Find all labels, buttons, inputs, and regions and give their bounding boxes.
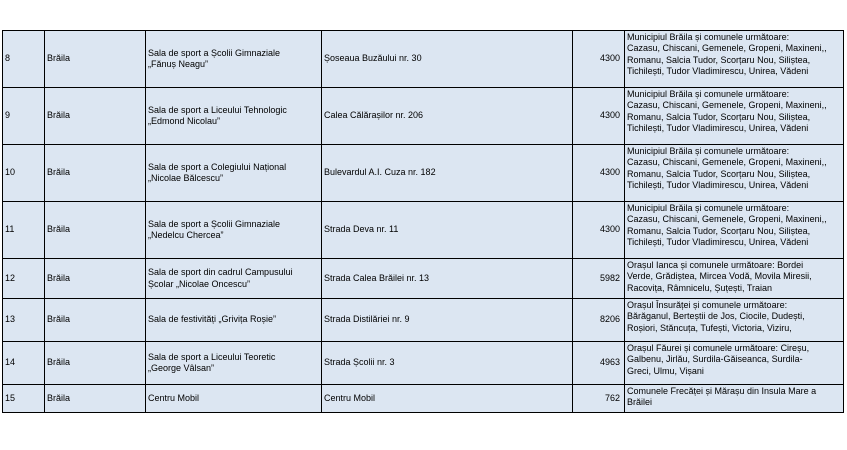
cell-comune	[625, 88, 844, 145]
cell-line: Cazasu, Chiscani, Gemenele, Gropeni, Maxineni,,	[627, 214, 827, 225]
cell-sala	[146, 299, 322, 342]
table-row	[3, 299, 844, 342]
table-row	[3, 202, 844, 259]
cell-line: Centru Mobil	[148, 392, 200, 403]
cell-comune	[625, 385, 844, 413]
cell-line: Romanu, Salcia Tudor, Scorțaru Nou, Siliștea,	[627, 111, 811, 122]
cell-adresa: Șoseaua Buzăului nr. 30	[322, 31, 573, 88]
cell-comune	[625, 259, 844, 299]
cell-cod: 4300	[573, 31, 625, 88]
cell-sala	[146, 385, 322, 413]
cell-judet: Brăila	[45, 342, 146, 385]
cell-adresa: Strada Deva nr. 11	[322, 202, 573, 259]
cell-judet: Brăila	[45, 259, 146, 299]
cell-adresa: Strada Distilăriei nr. 9	[322, 299, 573, 342]
cell-line: Orașul Însurăței și comunele următoare:	[627, 300, 788, 310]
cell-line: Sala de sport a Școlii Gimnaziale	[148, 218, 281, 229]
cell-line: Cazasu, Chiscani, Gemenele, Gropeni, Maxineni,,	[627, 43, 827, 54]
cell-line: Municipiul Brăila și comunele următoare:	[627, 203, 790, 213]
cell-line: Orașul Ianca și comunele următoare: Bordei	[627, 260, 804, 270]
table-row	[3, 31, 844, 88]
cell-line: Tichilești, Tudor Vladimirescu, Unirea, Vădeni	[627, 65, 809, 76]
cell-line: Racovița, Râmnicelu, Șuțești, Traian	[627, 282, 773, 293]
cell-line: Brăilei	[627, 397, 653, 408]
table-row	[3, 385, 844, 413]
cell-cod: 8206	[573, 299, 625, 342]
cell-sala	[146, 145, 322, 202]
cell-line: Orașul Făurei și comunele următoare: Cireșu,	[627, 343, 810, 353]
cell-sala	[146, 259, 322, 299]
cell-line: Cazasu, Chiscani, Gemenele, Gropeni, Maxineni,,	[627, 100, 827, 111]
cell-line: Municipiul Brăila și comunele următoare:	[627, 89, 790, 99]
cell-nr: 11	[3, 202, 45, 259]
cell-judet: Brăila	[45, 31, 146, 88]
cell-line: Comunele Frecăței și Mărașu din Insula Mare a	[627, 386, 817, 396]
cell-nr: 10	[3, 145, 45, 202]
cell-line: „Nicolae Bălcescu”	[148, 173, 224, 183]
cell-judet: Brăila	[45, 385, 146, 413]
cell-line: Romanu, Salcia Tudor, Scorțaru Nou, Siliștea,	[627, 225, 811, 236]
cell-line: Municipiul Brăila și comunele următoare:	[627, 146, 790, 156]
cell-cod: 4300	[573, 202, 625, 259]
cell-judet: Brăila	[45, 299, 146, 342]
cell-judet: Brăila	[45, 145, 146, 202]
cell-adresa: Centru Mobil	[322, 385, 573, 413]
cell-adresa: Strada Calea Brăilei nr. 13	[322, 259, 573, 299]
cell-line: Romanu, Salcia Tudor, Scorțaru Nou, Siliștea,	[627, 54, 811, 65]
cell-line: Sala de sport a Școlii Gimnaziale	[148, 47, 281, 58]
table-row	[3, 145, 844, 202]
cell-comune	[625, 145, 844, 202]
cell-nr: 8	[3, 31, 45, 88]
cell-line: Romanu, Salcia Tudor, Scorțaru Nou, Siliștea,	[627, 168, 811, 179]
cell-cod: 762	[573, 385, 625, 413]
cell-comune	[625, 299, 844, 342]
cell-comune	[625, 202, 844, 259]
cell-adresa: Strada Școlii nr. 3	[322, 342, 573, 385]
table-row	[3, 88, 844, 145]
cell-judet: Brăila	[45, 202, 146, 259]
cell-comune	[625, 342, 844, 385]
polling-stations-table	[2, 30, 844, 413]
cell-line: „Nedelcu Chercea”	[148, 230, 224, 240]
cell-line: „George Vâlsan”	[148, 363, 215, 373]
cell-line: Tichilești, Tudor Vladimirescu, Unirea, Vădeni	[627, 236, 809, 247]
cell-nr: 15	[3, 385, 45, 413]
cell-cod: 4300	[573, 145, 625, 202]
cell-line: Școlar „Nicolae Oncescu”	[148, 278, 251, 289]
cell-line: Sala de sport a Liceului Tehnologic	[148, 104, 287, 115]
cell-line: Sala de sport din cadrul Campusului	[148, 267, 293, 278]
cell-line: Tichilești, Tudor Vladimirescu, Unirea, Vădeni	[627, 179, 809, 190]
cell-line: Bărăganul, Berteștii de Jos, Ciocile, Dudești,	[627, 311, 805, 322]
cell-line: Greci, Ulmu, Vișani	[627, 365, 704, 376]
cell-line: Municipiul Brăila și comunele următoare:	[627, 32, 790, 42]
cell-line: Sala de festivități „Grivița Roșie”	[148, 314, 277, 325]
cell-cod: 4963	[573, 342, 625, 385]
cell-adresa: Calea Călărașilor nr. 206	[322, 88, 573, 145]
cell-sala	[146, 202, 322, 259]
cell-sala	[146, 342, 322, 385]
cell-adresa: Bulevardul A.I. Cuza nr. 182	[322, 145, 573, 202]
cell-line: Sala de sport a Colegiului Național	[148, 161, 287, 172]
cell-nr: 12	[3, 259, 45, 299]
cell-cod: 5982	[573, 259, 625, 299]
cell-nr: 13	[3, 299, 45, 342]
cell-line: „Edmond Nicolau”	[148, 116, 221, 126]
cell-line: „Fănuș Neagu”	[148, 59, 209, 69]
cell-line: Sala de sport a Liceului Teoretic	[148, 351, 276, 362]
cell-judet: Brăila	[45, 88, 146, 145]
cell-line: Cazasu, Chiscani, Gemenele, Gropeni, Maxineni,,	[627, 157, 827, 168]
cell-comune	[625, 31, 844, 88]
cell-sala	[146, 31, 322, 88]
cell-line: Tichilești, Tudor Vladimirescu, Unirea, Vădeni	[627, 122, 809, 133]
cell-line: Roșiori, Stăncuța, Tufești, Victoria, Viziru,	[627, 322, 792, 333]
cell-nr: 9	[3, 88, 45, 145]
cell-cod: 4300	[573, 88, 625, 145]
table-row	[3, 259, 844, 299]
cell-sala	[146, 88, 322, 145]
cell-line: Verde, Grădiștea, Mircea Vodă, Movila Miresii,	[627, 271, 812, 282]
cell-nr: 14	[3, 342, 45, 385]
cell-line: Galbenu, Jirlău, Surdila-Găiseanca, Surdila-	[627, 354, 803, 365]
table-row	[3, 342, 844, 385]
